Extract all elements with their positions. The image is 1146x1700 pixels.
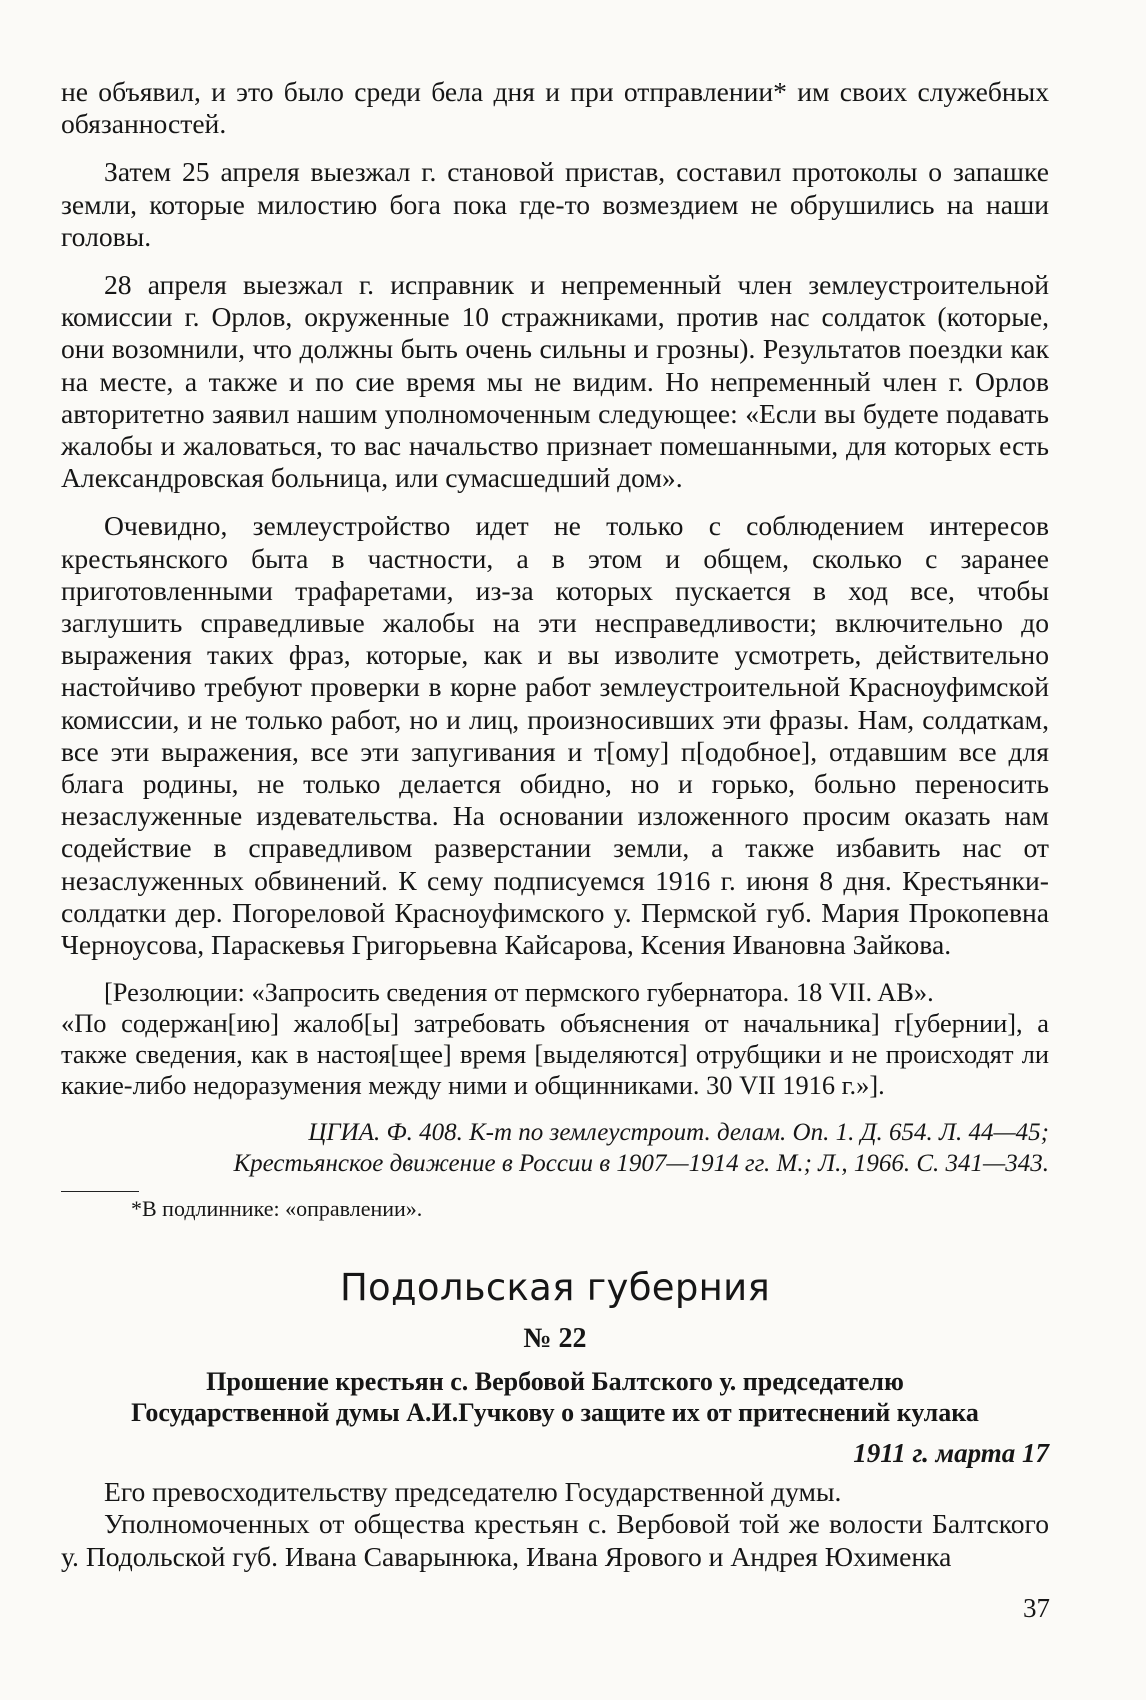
archival-source xyxy=(61,1117,1049,1179)
document-title-line-1: Прошение крестьян с. Вербовой Балтского у. председателю xyxy=(206,1367,904,1397)
paragraph-ispravnik-visit: 28 апреля выезжал г. исправник и непременный член землеустроительной комиссии г. Орлов, окруженные 10 стражниками, против нас солдаток (которые, они возомнили, что должны быть очень сильны и грозны). Результатов поездки как на месте, а также и по сие время мы не видим. Но непременный член г. Орлов авторитетно заявил нашим уполномоченным следующее: «Если вы будете подавать жалобы и жаловаться, то вас начальство признает помешанными, для которых есть Александровская больница, или сумасшедший дом». xyxy=(61,269,1049,494)
resolutions-block xyxy=(61,977,1049,1101)
address-line-2: Уполномоченных от общества крестьян с. Вербовой той же волости Балтского у. Подольской губ. Ивана Саварынюка, Ивана Ярового и Андрея Юхименка xyxy=(61,1508,1049,1572)
source-line-1: ЦГИА. Ф. 408. К-т по землеустроит. делам. Оп. 1. Д. 654. Л. 44—45; xyxy=(308,1119,1049,1147)
paragraph-police-visit: Затем 25 апреля выезжал г. становой пристав, составил протоколы о запашке земли, которые милостию бога пока где-то возмездием не обрушились на наши головы. xyxy=(61,156,1049,252)
document-number: № 22 xyxy=(523,1323,587,1355)
footnote-rule xyxy=(61,1191,139,1192)
resolution-line-2: «По содержан[ию] жалоб[ы] затребовать объяснения от начальника] г[убернии], а также сведения, как в настоя[щее] время [выделяются] отрубщики и не происходят ли какие-либо недоразумения между ними и общинниками. 30 VII 1916 г.»]. xyxy=(61,1008,1049,1101)
paragraph-complaint-body: Очевидно, землеустройство идет не только с соблюдением интересов крестьянского быта в частности, а в этом и общем, сколько с заранее приготовленными трафаретами, из-за которых пускается в ход все, чтобы заглушить справедливые жалобы на эти несправедливости; включительно до выражения таких фраз, которые, как и вы изволите усмотреть, действительно настойчиво требуют проверки в корне работ землеустроительной Красноуфимской комиссии, и не только работ, но и лиц, произносивших эти фразы. Нам, солдаткам, все эти выражения, все эти запугивания и т[ому] п[одобное], отдавшим все для блага родины, не только делается обидно, но и горько, больно переносить незаслуженные издевательства. На основании изложенного просим оказать нам содействие в справедливом разверстании земли, а также избавить нас от незаслуженных обвинений. К сему подписуемся 1916 г. июня 8 дня. Крестьянки-солдатки дер. Погореловой Красноуфимского у. Пермской губ. Мария Прокопевна Черноусова, Параскевья Григорьевна Кайсарова, Ксения Ивановна Зайкова. xyxy=(61,510,1049,961)
document-title-line-2: Государственной думы А.И.Гучкову о защите их от притеснений кулака xyxy=(131,1398,979,1428)
document-title xyxy=(61,1366,1049,1428)
resolution-line-1: [Резолюции: «Запросить сведения от пермского губернатора. 18 VII. AB». xyxy=(104,977,934,1008)
paragraph-continuation: не объявил, и это было среди бела дня и при отправлении* им своих служебных обязанностей. xyxy=(61,76,1049,140)
text-column xyxy=(61,76,1049,1573)
region-heading: Подольская губерния xyxy=(339,1266,771,1310)
source-line-2: Крестьянское движение в России в 1907—1914 гг. М.; Л., 1966. С. 341—343. xyxy=(233,1150,1049,1178)
document-date: 1911 г. марта 17 xyxy=(853,1438,1049,1469)
footnote: *В подлиннике: «оправлении». xyxy=(131,1196,423,1222)
address-line-1: Его превосходительству председателю Государственной думы. xyxy=(104,1476,842,1508)
page-number: 37 xyxy=(1023,1593,1050,1623)
